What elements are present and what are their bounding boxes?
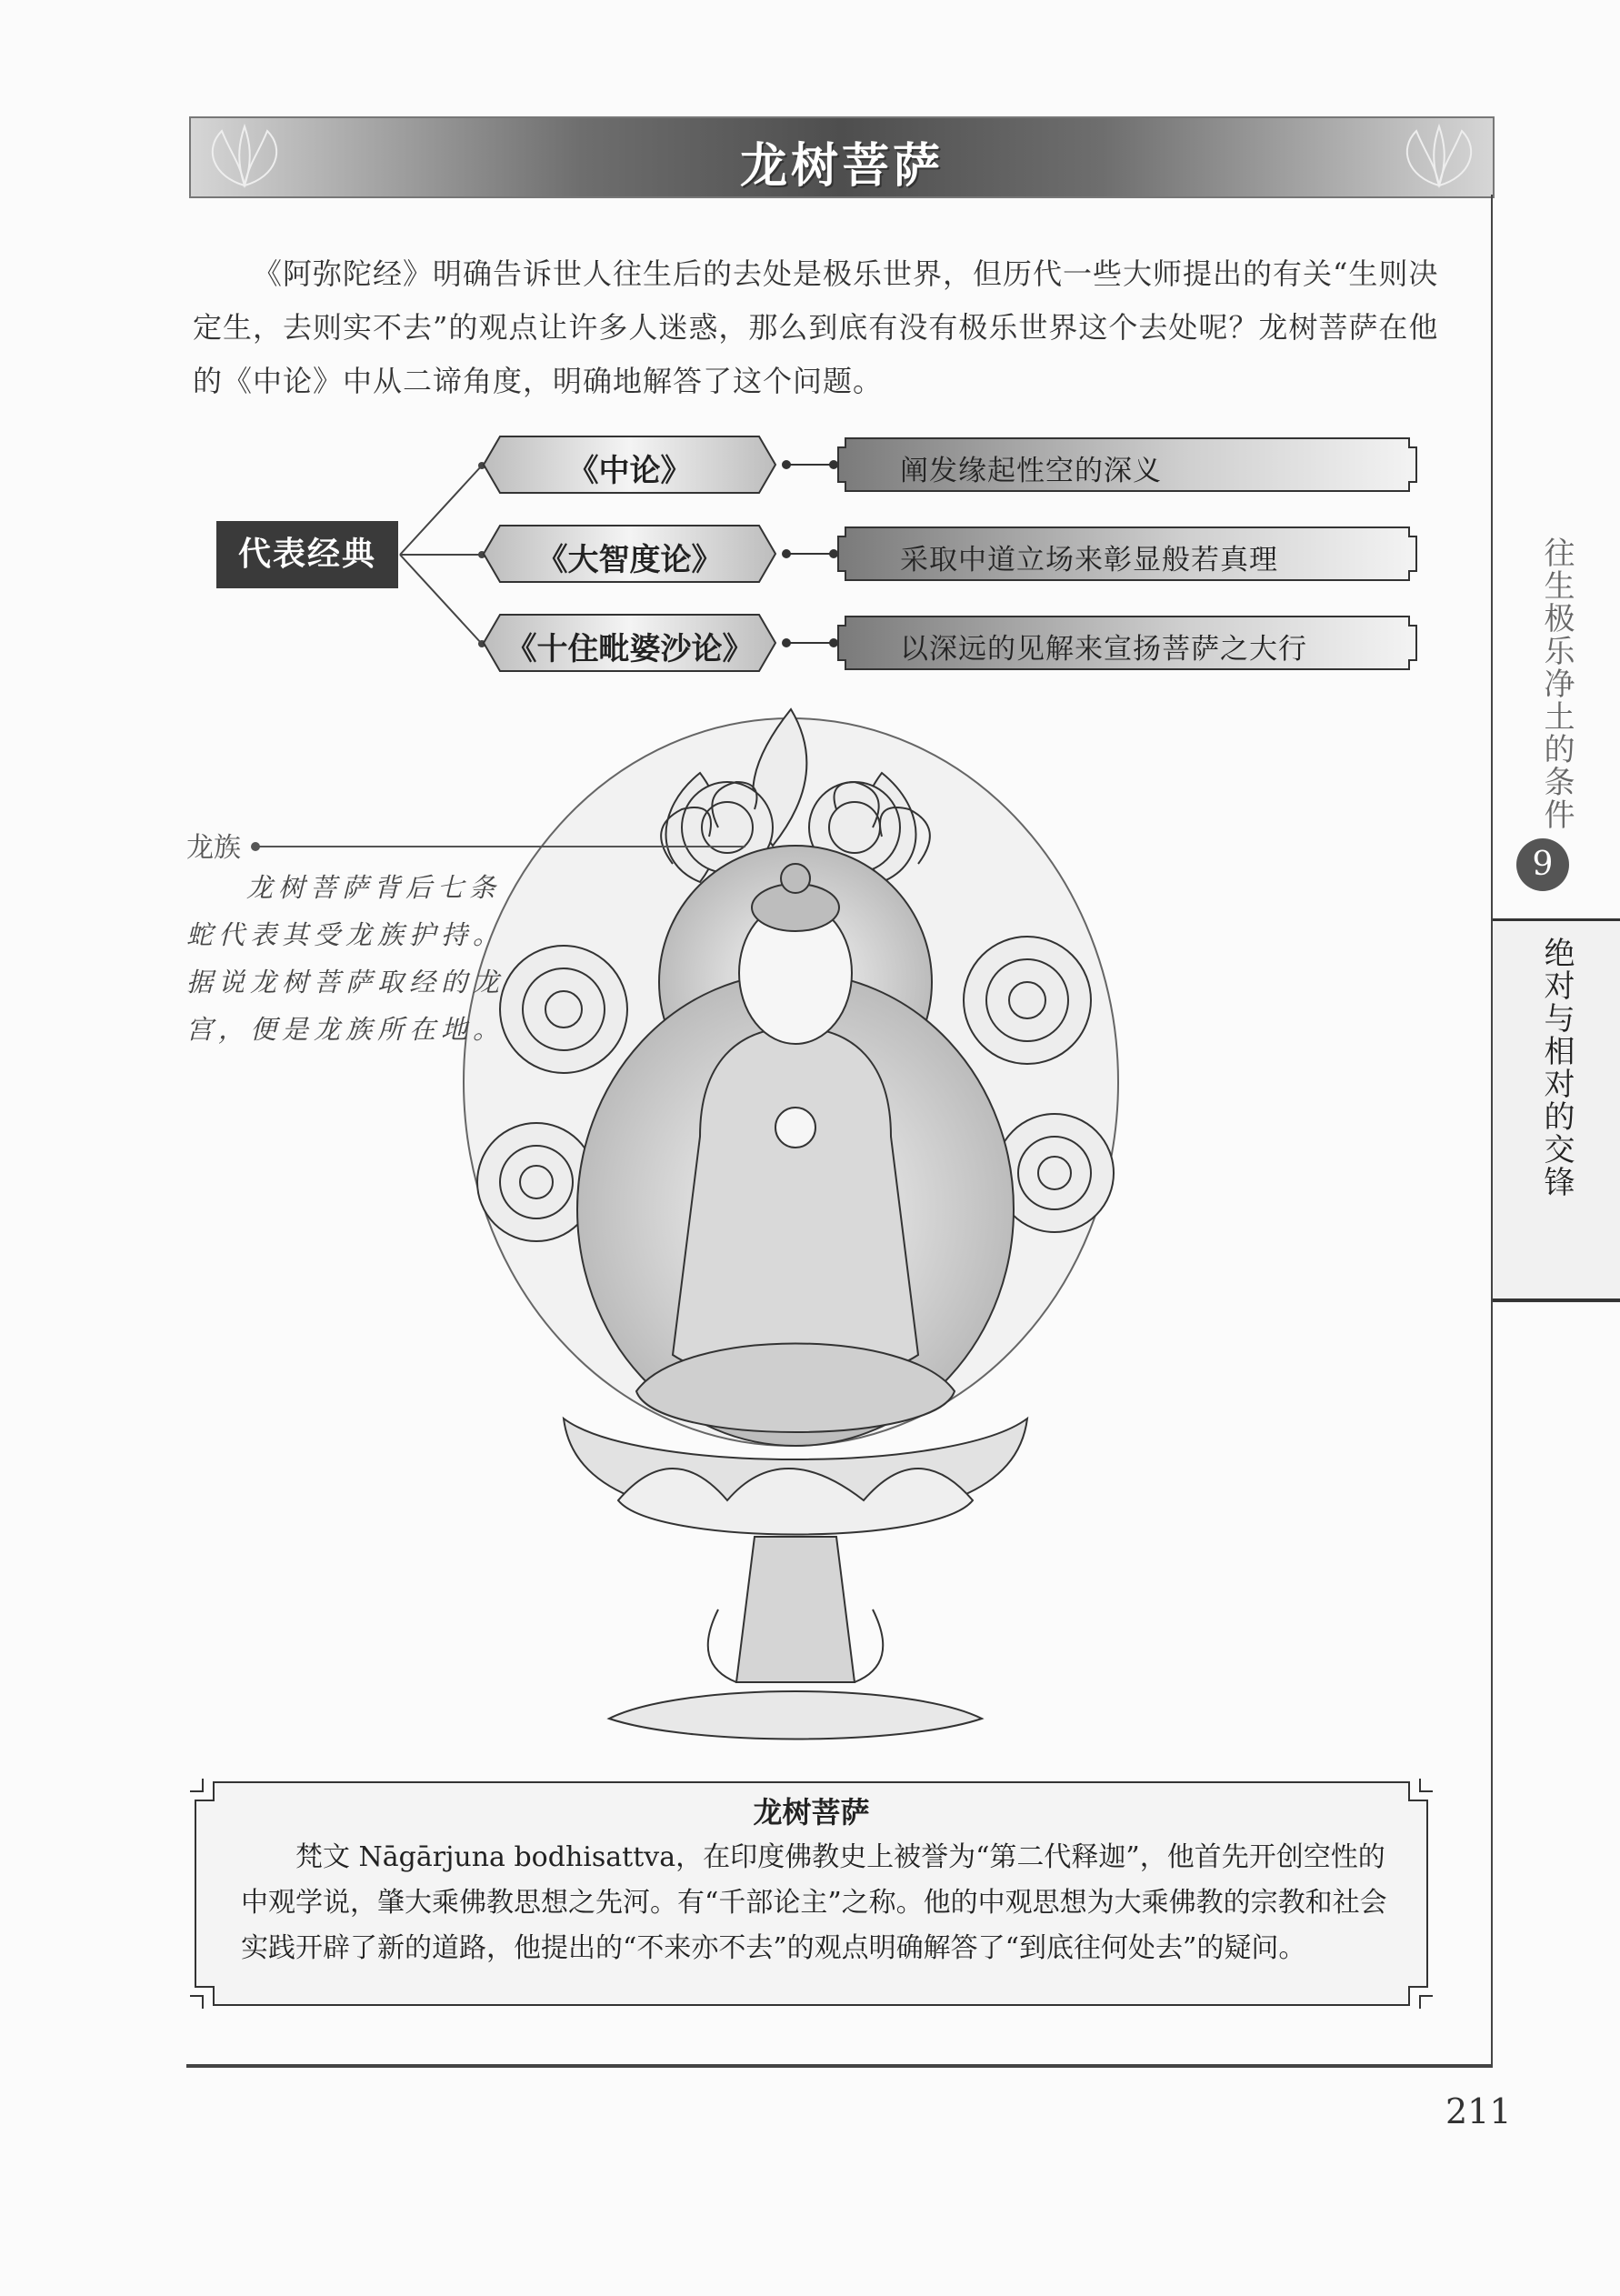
description-item <box>836 526 1418 582</box>
description-text: 阐发缘起性空的深义 <box>900 455 1162 487</box>
lotus-ornament-right-icon <box>1389 122 1489 193</box>
annotation-leader-line <box>255 846 745 847</box>
nagarjuna-illustration <box>427 700 1164 1755</box>
book-item <box>482 613 777 673</box>
annotation-text: 龙树菩萨背后七条蛇代表其受龙族护持。据说龙树菩萨取经的龙宫，便是龙族所在地。 <box>186 872 505 1045</box>
note-text: 梵文 Nāgārjuna bodhisattva，在印度佛教史上被誉为“第二代释迦”，他首先开创空性的中观学说，肇大乘佛教思想之先河。有“千部论主”之称。他的中观思想为大乘佛教的宗教和社会实践开辟了新的道路，他提出的“不来亦不去”的观点明确解答了“到底往何处去”的疑问。 <box>241 1841 1387 1964</box>
note-box <box>186 1773 1436 2014</box>
description-item <box>836 436 1418 493</box>
note-title: 龙树菩萨 <box>753 1795 870 1830</box>
description-text: 采取中道立场来彰显般若真理 <box>900 544 1278 577</box>
description-text: 以深远的见解来宣扬菩萨之大行 <box>900 633 1307 666</box>
page-title: 龙树菩萨 <box>739 139 944 194</box>
section-title: 绝对与相对的交锋 <box>1538 937 1575 1198</box>
book-title: 《中论》 <box>567 453 692 489</box>
book-title: 《十住毗婆沙论》 <box>505 631 754 667</box>
intro-paragraph: 《阿弥陀经》明确告诉世人往生后的去处是极乐世界，但历代一些大师提出的有关“生则决定生，去则实不去”的观点让许多人迷惑，那么到底有没有极乐世界这个去处呢？龙树菩萨在他的《中论》中从二谛角度，明确地解答了这个问题。 <box>193 256 1439 398</box>
book-item <box>482 524 777 584</box>
title-banner <box>189 116 1495 198</box>
book-title: 《大智度论》 <box>536 542 723 578</box>
book-item <box>482 435 777 495</box>
book-connectors <box>777 436 841 655</box>
description-item <box>836 615 1418 671</box>
annotation-label: 龙族 <box>186 832 241 864</box>
representative-works-label: 代表经典 <box>216 521 398 588</box>
page-number: 211 <box>1445 2091 1512 2131</box>
bottom-rule <box>186 2064 1491 2068</box>
chapter-title: 往生极乐净土的条件 <box>1538 536 1575 831</box>
chapter-number-badge: 9 <box>1516 838 1569 891</box>
section-tab-rule <box>1493 1298 1620 1302</box>
